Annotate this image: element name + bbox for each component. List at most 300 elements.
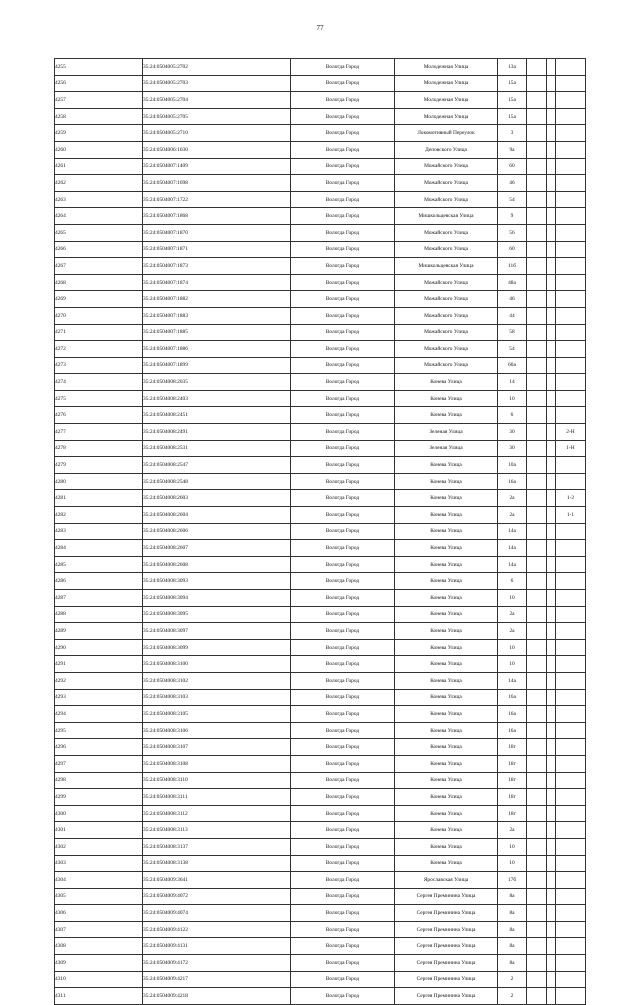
- extra-cell: [547, 241, 556, 258]
- row-number-cell: 4262: [55, 175, 143, 192]
- street-cell: Можайского Улица: [395, 274, 498, 291]
- cadastral-number-cell: 35:24:0504009:4072: [143, 888, 291, 905]
- house-number-cell: 60: [498, 158, 527, 175]
- table-row: [55, 507, 586, 524]
- table-row: [55, 739, 586, 756]
- extra-cell: [527, 208, 547, 225]
- cadastral-number-cell: 35:24:0504008:2491: [143, 424, 291, 441]
- row-number-cell: 4302: [55, 838, 143, 855]
- house-number-cell: 8а: [498, 955, 527, 972]
- extra-cell: [547, 689, 556, 706]
- premises-cell: [556, 805, 586, 822]
- house-number-cell: 18г: [498, 755, 527, 772]
- table-row: [55, 224, 586, 241]
- city-cell: Вологда Город: [291, 623, 395, 640]
- table-row: [55, 755, 586, 772]
- table-row: [55, 888, 586, 905]
- extra-cell: [547, 938, 556, 955]
- row-number-cell: 4260: [55, 141, 143, 158]
- extra-cell: [527, 623, 547, 640]
- house-number-cell: 8а: [498, 888, 527, 905]
- house-number-cell: 8а: [498, 938, 527, 955]
- premises-cell: 1-Н: [556, 440, 586, 457]
- extra-cell: [527, 672, 547, 689]
- city-cell: Вологда Город: [291, 606, 395, 623]
- street-cell: Конева Улица: [395, 623, 498, 640]
- street-cell: Конева Улица: [395, 540, 498, 557]
- street-cell: Конева Улица: [395, 473, 498, 490]
- table-row: [55, 258, 586, 275]
- street-cell: Мишкольцевская Улица: [395, 258, 498, 275]
- street-cell: Молодежная Улица: [395, 108, 498, 125]
- cadastral-number-cell: 35:24:0504005:2703: [143, 75, 291, 92]
- extra-cell: [547, 125, 556, 142]
- row-number-cell: 4268: [55, 274, 143, 291]
- cadastral-number-cell: 35:24:0504008:3100: [143, 656, 291, 673]
- extra-cell: [547, 656, 556, 673]
- city-cell: Вологда Город: [291, 855, 395, 872]
- house-number-cell: 48а: [498, 274, 527, 291]
- street-cell: Конева Улица: [395, 706, 498, 723]
- city-cell: Вологда Город: [291, 872, 395, 889]
- house-number-cell: 16а: [498, 722, 527, 739]
- city-cell: Вологда Город: [291, 672, 395, 689]
- cadastral-number-cell: 35:24:0504008:2603: [143, 490, 291, 507]
- cadastral-number-cell: 35:24:0504008:3107: [143, 739, 291, 756]
- extra-cell: [547, 838, 556, 855]
- row-number-cell: 4281: [55, 490, 143, 507]
- extra-cell: [547, 440, 556, 457]
- extra-cell: [547, 739, 556, 756]
- street-cell: Сергея Преминина Улица: [395, 921, 498, 938]
- city-cell: Вологда Город: [291, 357, 395, 374]
- extra-cell: [527, 772, 547, 789]
- table-row: [55, 722, 586, 739]
- house-number-cell: 15а: [498, 75, 527, 92]
- table-row: [55, 955, 586, 972]
- house-number-cell: 60а: [498, 357, 527, 374]
- premises-cell: [556, 407, 586, 424]
- house-number-cell: 10: [498, 390, 527, 407]
- row-number-cell: 4306: [55, 905, 143, 922]
- city-cell: Вологда Город: [291, 789, 395, 806]
- extra-cell: [547, 357, 556, 374]
- cadastral-number-cell: 35:24:0504008:2604: [143, 507, 291, 524]
- premises-cell: [556, 191, 586, 208]
- city-cell: Вологда Город: [291, 955, 395, 972]
- city-cell: Вологда Город: [291, 125, 395, 142]
- row-number-cell: 4305: [55, 888, 143, 905]
- extra-cell: [527, 888, 547, 905]
- extra-cell: [547, 639, 556, 656]
- house-number-cell: 9а: [498, 141, 527, 158]
- extra-cell: [547, 855, 556, 872]
- house-number-cell: 9: [498, 208, 527, 225]
- row-number-cell: 4298: [55, 772, 143, 789]
- row-number-cell: 4271: [55, 324, 143, 341]
- extra-cell: [527, 92, 547, 109]
- cadastral-number-cell: 35:24:0504008:3137: [143, 838, 291, 855]
- table-row: [55, 92, 586, 109]
- cadastral-number-cell: 35:24:0504007:1409: [143, 158, 291, 175]
- table-row: [55, 473, 586, 490]
- city-cell: Вологда Город: [291, 988, 395, 1005]
- street-cell: Можайского Улица: [395, 191, 498, 208]
- table-row: [55, 921, 586, 938]
- street-cell: Сергея Преминина Улица: [395, 938, 498, 955]
- extra-cell: [547, 324, 556, 341]
- house-number-cell: 2: [498, 988, 527, 1005]
- house-number-cell: 46: [498, 175, 527, 192]
- extra-cell: [547, 175, 556, 192]
- house-number-cell: 18г: [498, 789, 527, 806]
- table-row: [55, 590, 586, 607]
- extra-cell: [547, 573, 556, 590]
- city-cell: Вологда Город: [291, 722, 395, 739]
- street-cell: Ярославская Улица: [395, 872, 498, 889]
- cadastral-number-cell: 35:24:0504006:1030: [143, 141, 291, 158]
- house-number-cell: 2а: [498, 606, 527, 623]
- table-row: [55, 175, 586, 192]
- table-row: [55, 540, 586, 557]
- premises-cell: [556, 141, 586, 158]
- premises-cell: [556, 739, 586, 756]
- cadastral-number-cell: 35:24:0504009:4218: [143, 988, 291, 1005]
- city-cell: Вологда Город: [291, 689, 395, 706]
- house-number-cell: 2а: [498, 490, 527, 507]
- city-cell: Вологда Город: [291, 755, 395, 772]
- table-row: [55, 971, 586, 988]
- house-number-cell: 15а: [498, 108, 527, 125]
- cadastral-number-cell: 35:24:0504008:3106: [143, 722, 291, 739]
- premises-cell: [556, 706, 586, 723]
- premises-cell: [556, 573, 586, 590]
- house-number-cell: 44: [498, 307, 527, 324]
- house-number-cell: 58: [498, 324, 527, 341]
- street-cell: Конева Улица: [395, 739, 498, 756]
- cadastral-number-cell: 35:24:0504008:2607: [143, 540, 291, 557]
- premises-cell: [556, 324, 586, 341]
- city-cell: Вологда Город: [291, 888, 395, 905]
- premises-cell: [556, 357, 586, 374]
- extra-cell: [547, 390, 556, 407]
- row-number-cell: 4289: [55, 623, 143, 640]
- table-row: [55, 822, 586, 839]
- row-number-cell: 4283: [55, 523, 143, 540]
- city-cell: Вологда Город: [291, 92, 395, 109]
- premises-cell: [556, 208, 586, 225]
- premises-cell: [556, 755, 586, 772]
- extra-cell: [527, 822, 547, 839]
- row-number-cell: 4264: [55, 208, 143, 225]
- table-row: [55, 407, 586, 424]
- table-row: [55, 457, 586, 474]
- house-number-cell: 2а: [498, 822, 527, 839]
- house-number-cell: 18г: [498, 739, 527, 756]
- city-cell: Вологда Город: [291, 639, 395, 656]
- row-number-cell: 4310: [55, 971, 143, 988]
- premises-cell: [556, 656, 586, 673]
- house-number-cell: 2а: [498, 623, 527, 640]
- street-cell: Конева Улица: [395, 374, 498, 391]
- extra-cell: [527, 590, 547, 607]
- house-number-cell: 11б: [498, 258, 527, 275]
- city-cell: Вологда Город: [291, 457, 395, 474]
- city-cell: Вологда Город: [291, 473, 395, 490]
- extra-cell: [547, 507, 556, 524]
- extra-cell: [527, 424, 547, 441]
- row-number-cell: 4290: [55, 639, 143, 656]
- premises-cell: [556, 175, 586, 192]
- premises-cell: [556, 540, 586, 557]
- extra-cell: [527, 374, 547, 391]
- row-number-cell: 4286: [55, 573, 143, 590]
- extra-cell: [547, 921, 556, 938]
- extra-cell: [527, 573, 547, 590]
- city-cell: Вологда Город: [291, 324, 395, 341]
- row-number-cell: 4296: [55, 739, 143, 756]
- premises-cell: [556, 921, 586, 938]
- street-cell: Конева Улица: [395, 573, 498, 590]
- cadastral-number-cell: 35:24:0504008:3113: [143, 822, 291, 839]
- street-cell: Конева Улица: [395, 490, 498, 507]
- extra-cell: [527, 955, 547, 972]
- house-number-cell: 46: [498, 291, 527, 308]
- city-cell: Вологда Город: [291, 971, 395, 988]
- table-row: [55, 191, 586, 208]
- extra-cell: [547, 672, 556, 689]
- row-number-cell: 4277: [55, 424, 143, 441]
- street-cell: Конева Улица: [395, 390, 498, 407]
- row-number-cell: 4278: [55, 440, 143, 457]
- cadastral-number-cell: 35:24:0504008:3094: [143, 590, 291, 607]
- extra-cell: [547, 158, 556, 175]
- table-row: [55, 556, 586, 573]
- extra-cell: [527, 523, 547, 540]
- city-cell: Вологда Город: [291, 291, 395, 308]
- table-row: [55, 125, 586, 142]
- house-number-cell: 14а: [498, 672, 527, 689]
- table-row: [55, 789, 586, 806]
- table-row: [55, 872, 586, 889]
- table-row: [55, 838, 586, 855]
- cadastral-number-cell: 35:24:0504009:3641: [143, 872, 291, 889]
- house-number-cell: 54: [498, 191, 527, 208]
- city-cell: Вологда Город: [291, 822, 395, 839]
- street-cell: Деповского Улица: [395, 141, 498, 158]
- street-cell: Конева Улица: [395, 755, 498, 772]
- premises-cell: [556, 590, 586, 607]
- house-number-cell: 14: [498, 374, 527, 391]
- extra-cell: [527, 108, 547, 125]
- table-row: [55, 108, 586, 125]
- city-cell: Вологда Город: [291, 490, 395, 507]
- row-number-cell: 4263: [55, 191, 143, 208]
- cadastral-number-cell: 35:24:0504007:1871: [143, 241, 291, 258]
- house-number-cell: 56: [498, 224, 527, 241]
- premises-cell: [556, 258, 586, 275]
- city-cell: Вологда Город: [291, 108, 395, 125]
- extra-cell: [527, 921, 547, 938]
- row-number-cell: 4303: [55, 855, 143, 872]
- house-number-cell: 6: [498, 407, 527, 424]
- cadastral-number-cell: 35:24:0504007:1874: [143, 274, 291, 291]
- premises-cell: [556, 789, 586, 806]
- cadastral-number-cell: 35:24:0504007:1899: [143, 357, 291, 374]
- extra-cell: [547, 706, 556, 723]
- street-cell: Молодежная Улица: [395, 92, 498, 109]
- cadastral-number-cell: 35:24:0504008:3095: [143, 606, 291, 623]
- street-cell: Можайского Улица: [395, 341, 498, 358]
- table-row: [55, 274, 586, 291]
- row-number-cell: 4285: [55, 556, 143, 573]
- extra-cell: [527, 307, 547, 324]
- row-number-cell: 4279: [55, 457, 143, 474]
- extra-cell: [527, 490, 547, 507]
- extra-cell: [527, 805, 547, 822]
- cadastral-number-cell: 35:24:0504008:2035: [143, 374, 291, 391]
- table-row: [55, 490, 586, 507]
- cadastral-number-cell: 35:24:0504008:2606: [143, 523, 291, 540]
- table-row: [55, 208, 586, 225]
- extra-cell: [547, 755, 556, 772]
- street-cell: Конева Улица: [395, 838, 498, 855]
- cadastral-number-cell: 35:24:0504007:1698: [143, 175, 291, 192]
- premises-cell: [556, 390, 586, 407]
- cadastral-number-cell: 35:24:0504008:2403: [143, 390, 291, 407]
- house-number-cell: 3: [498, 125, 527, 142]
- premises-cell: [556, 59, 586, 76]
- premises-cell: [556, 855, 586, 872]
- table-row: [55, 374, 586, 391]
- row-number-cell: 4301: [55, 822, 143, 839]
- extra-cell: [547, 341, 556, 358]
- table-row: [55, 424, 586, 441]
- premises-cell: [556, 988, 586, 1005]
- street-cell: Можайского Улица: [395, 158, 498, 175]
- table-row: [55, 390, 586, 407]
- extra-cell: [527, 739, 547, 756]
- street-cell: Конева Улица: [395, 789, 498, 806]
- extra-cell: [527, 291, 547, 308]
- premises-cell: [556, 955, 586, 972]
- cadastral-number-cell: 35:24:0504007:1883: [143, 307, 291, 324]
- premises-cell: [556, 689, 586, 706]
- premises-cell: [556, 307, 586, 324]
- extra-cell: [547, 75, 556, 92]
- street-cell: Сергея Преминина Улица: [395, 905, 498, 922]
- extra-cell: [547, 307, 556, 324]
- extra-cell: [547, 540, 556, 557]
- city-cell: Вологда Город: [291, 407, 395, 424]
- street-cell: Конева Улица: [395, 656, 498, 673]
- house-number-cell: 18г: [498, 772, 527, 789]
- row-number-cell: 4297: [55, 755, 143, 772]
- extra-cell: [527, 59, 547, 76]
- extra-cell: [527, 158, 547, 175]
- extra-cell: [527, 357, 547, 374]
- premises-cell: 1-2: [556, 490, 586, 507]
- premises-cell: [556, 672, 586, 689]
- cadastral-number-cell: 35:24:0504008:3112: [143, 805, 291, 822]
- city-cell: Вологда Город: [291, 706, 395, 723]
- table-row: [55, 905, 586, 922]
- city-cell: Вологда Город: [291, 838, 395, 855]
- cadastral-number-cell: 35:24:0504008:3108: [143, 755, 291, 772]
- cadastral-number-cell: 35:24:0504009:4122: [143, 921, 291, 938]
- city-cell: Вологда Город: [291, 390, 395, 407]
- house-number-cell: 15а: [498, 92, 527, 109]
- row-number-cell: 4266: [55, 241, 143, 258]
- premises-cell: [556, 772, 586, 789]
- city-cell: Вологда Город: [291, 341, 395, 358]
- extra-cell: [527, 274, 547, 291]
- premises-cell: [556, 606, 586, 623]
- premises-cell: [556, 838, 586, 855]
- row-number-cell: 4293: [55, 689, 143, 706]
- premises-cell: [556, 341, 586, 358]
- extra-cell: [527, 639, 547, 656]
- extra-cell: [527, 457, 547, 474]
- extra-cell: [527, 191, 547, 208]
- street-cell: Конева Улица: [395, 805, 498, 822]
- extra-cell: [527, 789, 547, 806]
- cadastral-number-cell: 35:24:0504008:3097: [143, 623, 291, 640]
- cadastral-number-cell: 35:24:0504008:2608: [143, 556, 291, 573]
- premises-cell: 2-Н: [556, 424, 586, 441]
- extra-cell: [547, 141, 556, 158]
- extra-cell: [527, 407, 547, 424]
- extra-cell: [547, 955, 556, 972]
- row-number-cell: 4256: [55, 75, 143, 92]
- extra-cell: [527, 689, 547, 706]
- row-number-cell: 4282: [55, 507, 143, 524]
- table-row: [55, 158, 586, 175]
- table-row: [55, 291, 586, 308]
- city-cell: Вологда Город: [291, 374, 395, 391]
- extra-cell: [547, 108, 556, 125]
- extra-cell: [547, 523, 556, 540]
- house-number-cell: 6: [498, 573, 527, 590]
- extra-cell: [547, 473, 556, 490]
- street-cell: Конева Улица: [395, 722, 498, 739]
- extra-cell: [547, 623, 556, 640]
- city-cell: Вологда Город: [291, 540, 395, 557]
- house-number-cell: 14а: [498, 556, 527, 573]
- cadastral-number-cell: 35:24:0504005:2710: [143, 125, 291, 142]
- extra-cell: [547, 374, 556, 391]
- extra-cell: [527, 440, 547, 457]
- city-cell: Вологда Город: [291, 507, 395, 524]
- premises-cell: [556, 75, 586, 92]
- premises-cell: [556, 224, 586, 241]
- street-cell: Можайского Улица: [395, 324, 498, 341]
- extra-cell: [547, 556, 556, 573]
- extra-cell: [547, 805, 556, 822]
- page-number: 77: [316, 24, 324, 32]
- extra-cell: [527, 241, 547, 258]
- city-cell: Вологда Город: [291, 208, 395, 225]
- house-number-cell: 60: [498, 241, 527, 258]
- street-cell: Можайского Улица: [395, 241, 498, 258]
- cadastral-number-cell: 35:24:0504008:3110: [143, 772, 291, 789]
- house-number-cell: 10: [498, 838, 527, 855]
- cadastral-number-cell: 35:24:0504007:1873: [143, 258, 291, 275]
- row-number-cell: 4273: [55, 357, 143, 374]
- cadastral-number-cell: 35:24:0504007:1868: [143, 208, 291, 225]
- city-cell: Вологда Город: [291, 241, 395, 258]
- extra-cell: [547, 490, 556, 507]
